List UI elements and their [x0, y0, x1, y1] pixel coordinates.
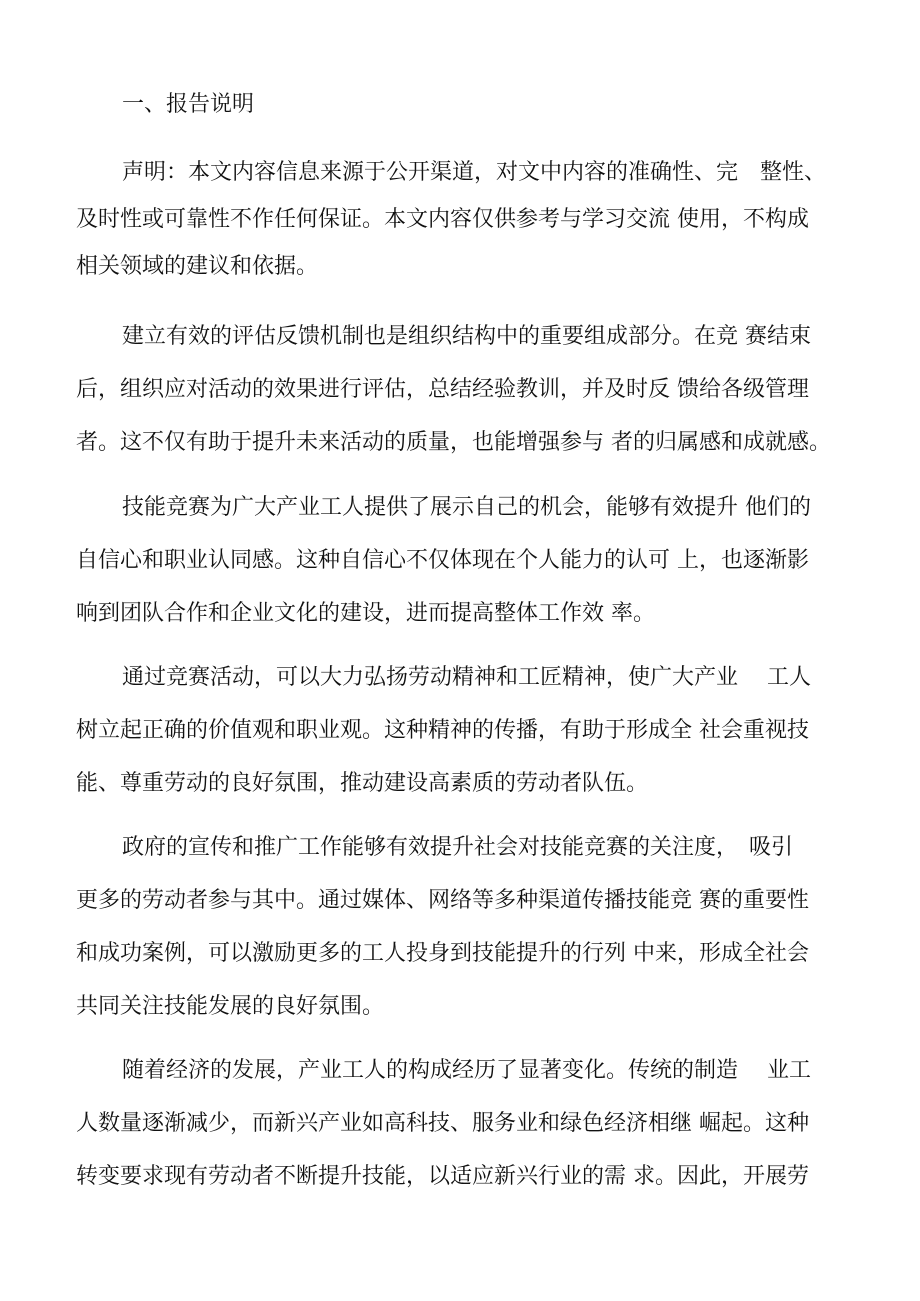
paragraph-line: 自信心和职业认同感。这种自信心不仅体现在个人能力的认可 上，也逐渐影: [76, 548, 809, 573]
paragraph-line: 转变要求现有劳动者不断提升技能，以适应新兴行业的需 求。因此，开展劳: [76, 1164, 809, 1189]
paragraph-line: 后，组织应对活动的效果进行评估，总结经验教训，并及时反 馈给各级管理: [76, 377, 809, 402]
paragraph-line: 能、尊重劳动的良好氛围，推动建设高素质的劳动者队伍。: [76, 771, 649, 796]
paragraph-line: 响到团队合作和企业文化的建设，进而提高整体工作效 率。: [76, 601, 655, 626]
paragraph-line: 通过竞赛活动，可以大力弘扬劳动精神和工匠精神，使广大产业 工人: [122, 665, 811, 690]
paragraph-line: 政府的宣传和推广工作能够有效提升社会对技能竞赛的关注度， 吸引: [122, 835, 794, 860]
paragraph-line: 相关领域的建议和依据。: [76, 254, 319, 279]
paragraph-line: 建立有效的评估反馈机制也是组织结构中的重要组成部分。在竞 赛结束: [122, 324, 811, 349]
paragraph-line: 及时性或可靠性不作任何保证。本文内容仅供参考与学习交流 使用，不构成: [76, 207, 809, 232]
paragraph-line: 共同关注技能发展的良好氛围。: [76, 994, 385, 1019]
paragraph-line: 更多的劳动者参与其中。通过媒体、网络等多种渠道传播技能竞 赛的重要性: [76, 888, 809, 913]
paragraph-line: 声明：本文内容信息来源于公开渠道，对文中内容的准确性、完 整性、: [122, 160, 827, 185]
paragraph-line: 者。这不仅有助于提升未来活动的质量，也能增强参与 者的归属感和成就感。: [76, 430, 831, 455]
paragraph-line: 技能竞赛为广大产业工人提供了展示自己的机会，能够有效提升 他们的: [122, 495, 811, 520]
paragraph-line: 和成功案例，可以激励更多的工人投身到技能提升的行列 中来，形成全社会: [76, 941, 809, 966]
paragraph-line: 树立起正确的价值观和职业观。这种精神的传播，有助于形成全 社会重视技: [76, 718, 809, 743]
section-heading: 一、报告说明: [122, 92, 255, 117]
paragraph-line: 人数量逐渐减少，而新兴产业如高科技、服务业和绿色经济相继 崛起。这种: [76, 1111, 809, 1136]
paragraph-line: 随着经济的发展，产业工人的构成经历了显著变化。传统的制造 业工: [122, 1058, 811, 1083]
